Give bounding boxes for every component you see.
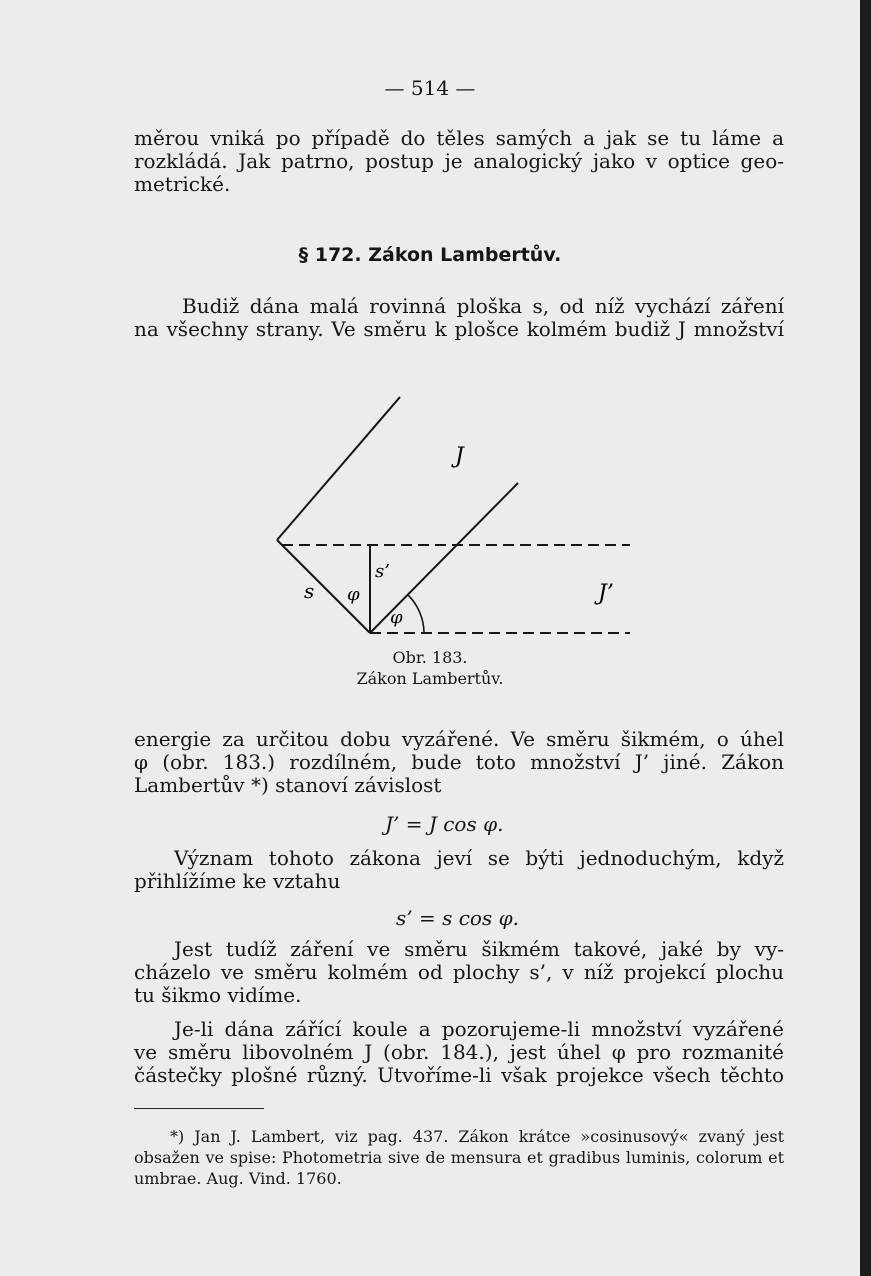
- figure-caption: [300, 647, 560, 689]
- text-line: rozkládá. Jak patrno, postup je analogický jako v optice geo-: [134, 149, 784, 173]
- caption-number: Obr. 183.: [392, 648, 468, 667]
- paragraph-3: [134, 847, 784, 893]
- text-line: Význam tohoto zákona jeví se býti jednoduchým, když: [174, 846, 784, 870]
- paragraph-5: [134, 1018, 784, 1087]
- section-heading: § 172. Zákon Lambertův.: [298, 244, 562, 266]
- footnote: [134, 1126, 784, 1189]
- label-s: s: [304, 579, 315, 603]
- page-edge-shadow: [860, 0, 871, 1276]
- footnote-line: umbrae. Aug. Vind. 1760.: [134, 1169, 342, 1188]
- label-phi-left: φ: [347, 584, 360, 605]
- diagram-line-upper: [277, 397, 400, 540]
- formula-J: J’ = J cos φ.: [385, 812, 504, 836]
- intro-paragraph: [134, 127, 784, 196]
- label-phi-angle: φ: [390, 607, 403, 628]
- caption-title: Zákon Lambertův.: [356, 669, 504, 688]
- text-line: Jest tudíž záření ve směru šikmém takové, jaké by vy-: [174, 937, 784, 961]
- label-J-prime: J’: [598, 581, 614, 606]
- label-J: J: [455, 444, 464, 469]
- label-s-prime: s’: [375, 561, 390, 582]
- text-line: měrou vniká po případě do těles samých a jak se tu láme a: [134, 126, 784, 150]
- angle-arc: [408, 595, 424, 633]
- paragraph-4: [134, 938, 784, 1007]
- text-line: ve směru libovolném J (obr. 184.), jest úhel φ pro rozmanité: [134, 1040, 784, 1064]
- text-line: Je-li dána zářící koule a pozorujeme-li množství vyzářené: [174, 1017, 784, 1041]
- text-line: částečky plošné různý. Utvoříme-li však projekce všech těchto: [134, 1063, 784, 1087]
- paragraph-2: [134, 728, 784, 797]
- text-line: tu šikmo vidíme.: [134, 983, 302, 1007]
- text-line: Lambertův *) stanoví závislost: [134, 773, 442, 797]
- lambert-diagram: [260, 385, 640, 645]
- text-line: energie za určitou dobu vyzářené. Ve směru šikmém, o úhel: [134, 727, 784, 751]
- page-number: — 514 —: [384, 76, 476, 100]
- footnote-line: *) Jan J. Lambert, viz pag. 437. Zákon krátce »cosinusový« zvaný jest: [170, 1127, 784, 1146]
- footnote-line: obsažen ve spise: Photometria sive de mensura et gradibus luminis, colorum et: [134, 1148, 784, 1167]
- text-line: na všechny strany. Ve směru k plošce kolmém budiž J množství: [134, 317, 784, 341]
- text-line: metrické.: [134, 172, 231, 196]
- footnote-rule: [134, 1108, 264, 1109]
- text-line: φ (obr. 183.) rozdílném, bude toto množství J’ jiné. Zákon: [134, 750, 784, 774]
- text-line: přihlížíme ke vztahu: [134, 869, 341, 893]
- text-line: Budiž dána malá rovinná ploška s, od níž vychází záření: [182, 294, 784, 318]
- formula-s: s’ = s cos φ.: [396, 906, 519, 930]
- paragraph-1: [134, 295, 784, 341]
- text-line: cházelo ve směru kolmém od plochy s’, v níž projekcí plochu: [134, 960, 784, 984]
